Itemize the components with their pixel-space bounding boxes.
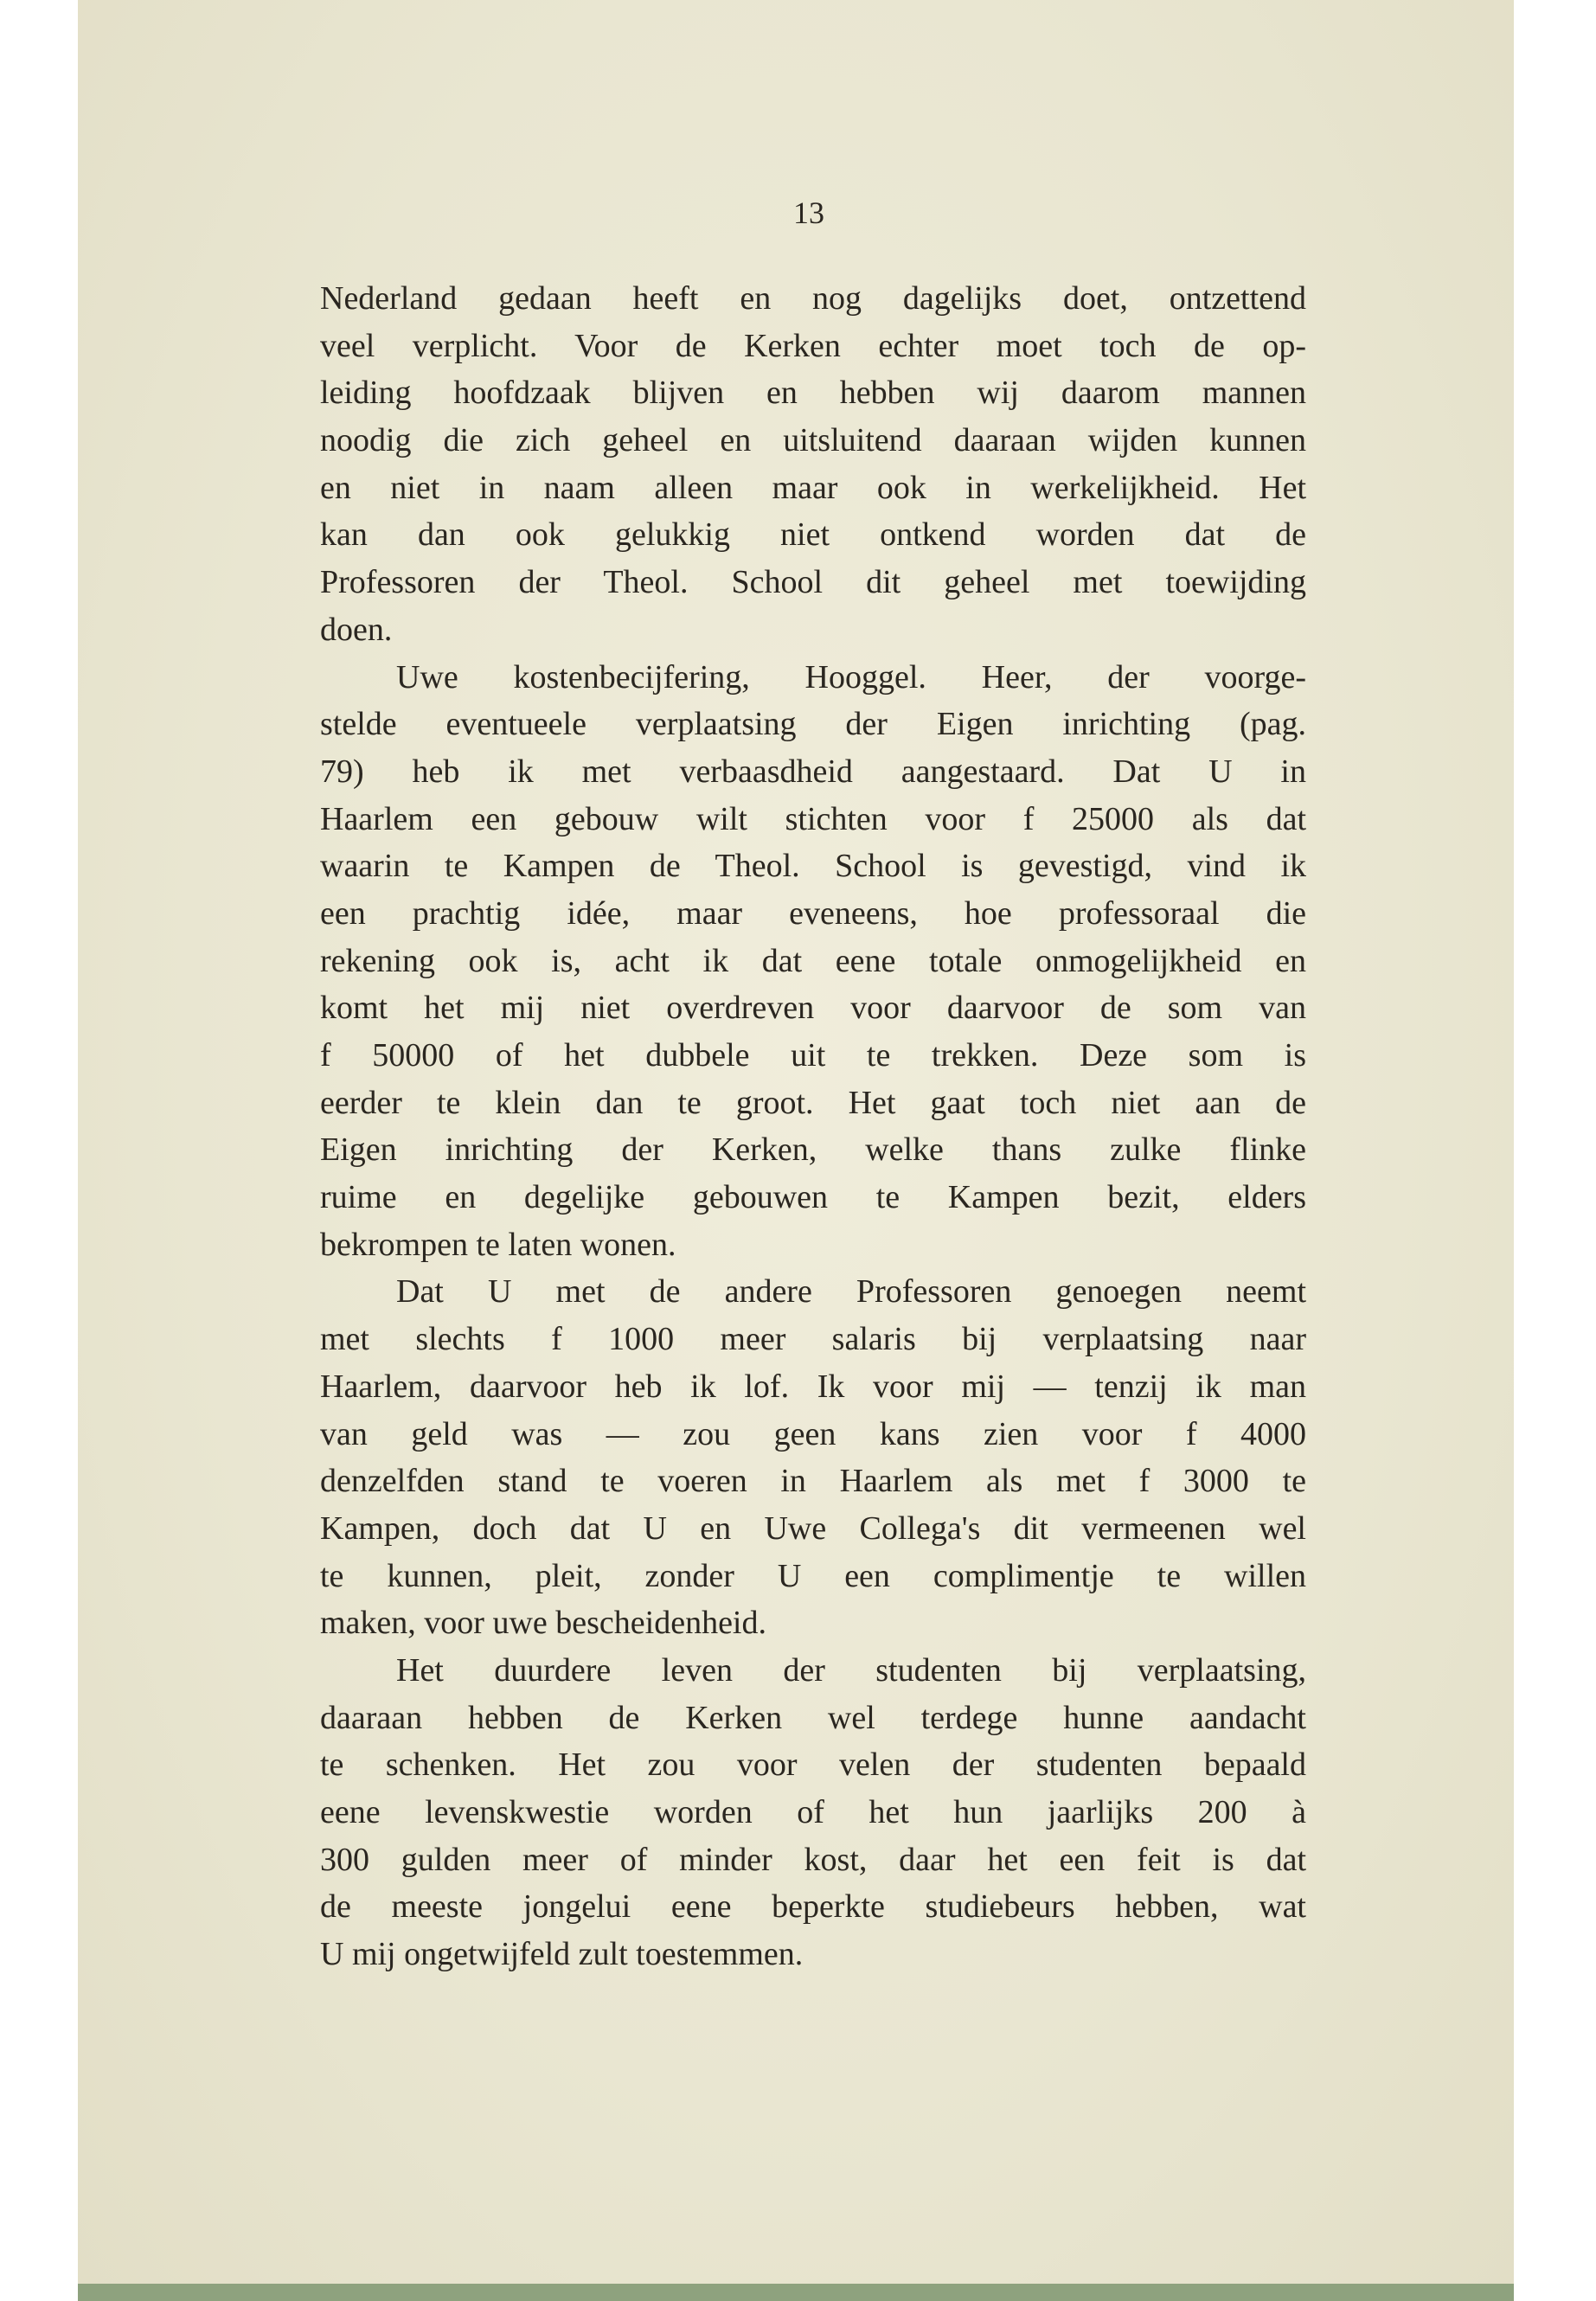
text-line: denzelfden stand te voeren in Haarlem als met f 3000 te (320, 1463, 1306, 1500)
text-line: Dat U met de andere Professoren genoegen neemt (396, 1273, 1306, 1311)
text-line: Professoren der Theol. School dit geheel met toewijding (320, 564, 1306, 601)
text-line: Het duurdere leven der studenten bij verplaatsing, (396, 1651, 1306, 1689)
text-line: kan dan ook gelukkig niet ontkend worden dat de (320, 516, 1306, 554)
text-line: 300 gulden meer of minder kost, daar het een feit is dat (320, 1841, 1306, 1878)
text-line: de meeste jongelui eene beperkte studiebeurs hebben, wat (320, 1888, 1306, 1926)
text-line: leiding hoofdzaak blijven en hebben wij daarom mannen (320, 375, 1306, 412)
text-line: 79) heb ik met verbaasdheid aangestaard. Dat U in (320, 753, 1306, 790)
text-line: bekrompen te laten wonen. (320, 1226, 676, 1263)
text-line: maken, voor uwe bescheidenheid. (320, 1605, 766, 1642)
text-line: en niet in naam alleen maar ook in werkelijkheid. Het (320, 469, 1306, 506)
scan-edge-strip (78, 2284, 1514, 2301)
text-line: daaraan hebben de Kerken wel terdege hunne aandacht (320, 1699, 1306, 1736)
text-line: komt het mij niet overdreven voor daarvoor de som van (320, 990, 1306, 1027)
text-line: doen. (320, 611, 393, 648)
text-line: rekening ook is, acht ik dat eene totale onmogelijkheid en (320, 942, 1306, 979)
text-line: Eigen inrichting der Kerken, welke thans zulke flinke (320, 1131, 1306, 1169)
body-text (320, 275, 1306, 1978)
text-line: eene levenskwestie worden of het hun jaarlijks 200 à (320, 1794, 1306, 1830)
text-line: ruime en degelijke gebouwen te Kampen bezit, elders (320, 1179, 1306, 1216)
scanned-page (78, 0, 1514, 2301)
text-line: noodig die zich geheel en uitsluitend daaraan wijden kunnen (320, 422, 1306, 459)
text-line: van geld was — zou geen kans zien voor f 4000 (320, 1415, 1306, 1452)
text-line: Kampen, doch dat U en Uwe Collega's dit vermeenen wel (320, 1509, 1306, 1547)
text-line: Haarlem, daarvoor heb ik lof. Ik voor mij — tenzij ik man (320, 1368, 1306, 1405)
text-line: U mij ongetwijfeld zult toestemmen. (320, 1936, 804, 1973)
text-line: f 50000 of het dubbele uit te trekken. Deze som is (320, 1037, 1306, 1074)
text-line: veel verplicht. Voor de Kerken echter moet toch de op- (320, 327, 1306, 364)
text-line: eerder te klein dan te groot. Het gaat toch niet aan de (320, 1084, 1306, 1121)
text-line: te kunnen, pleit, zonder U een complimentje te willen (320, 1557, 1306, 1594)
text-line: Uwe kostenbecijfering, Hooggel. Heer, der voorge- (396, 658, 1306, 695)
text-line: met slechts f 1000 meer salaris bij verplaatsing naar (320, 1321, 1306, 1358)
text-line: stelde eventueele verplaatsing der Eigen inrichting (pag. (320, 706, 1306, 743)
text-line: te schenken. Het zou voor velen der studenten bepaald (320, 1747, 1306, 1784)
text-line: waarin te Kampen de Theol. School is gevestigd, vind ik (320, 848, 1306, 885)
text-line: Haarlem een gebouw wilt stichten voor f 25000 als dat (320, 800, 1306, 837)
text-line: Nederland gedaan heeft en nog dagelijks doet, ontzettend (320, 280, 1306, 317)
text-line: een prachtig idée, maar eveneens, hoe professoraal die (320, 894, 1306, 932)
page-number: 13 (793, 195, 824, 230)
